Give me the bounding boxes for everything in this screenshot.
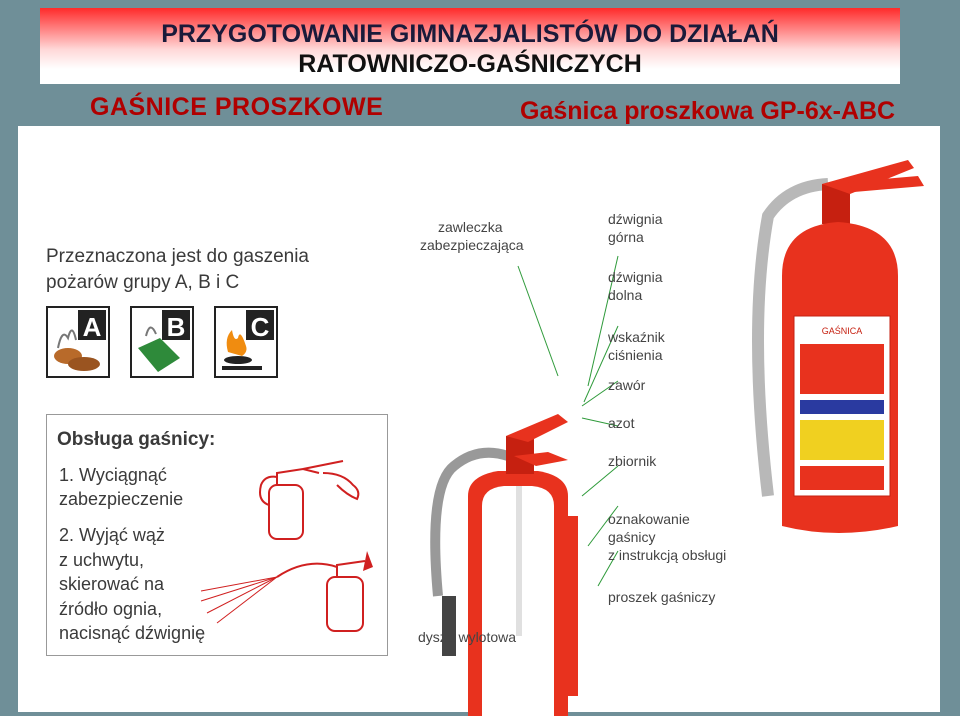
- fire-class-c-icon: [214, 306, 278, 378]
- step1-line-1: 1. Wyciągnąć: [59, 465, 167, 485]
- purpose-line-2: pożarów grupy A, B i C: [46, 272, 240, 293]
- step2-line-3: skierować na: [59, 574, 165, 594]
- label-oznakowanie-line-2: gaśnicy: [608, 529, 656, 545]
- step2-line-1: 2. Wyjąć wąż: [59, 525, 165, 545]
- extinguisher-label-text: GAŚNICA: [821, 326, 863, 336]
- spray-illustration-icon: [197, 547, 387, 637]
- label-zbiornik: zbiornik: [608, 453, 657, 469]
- label-dzwignia-gorna-line-1: dźwignia: [608, 211, 663, 227]
- purpose-text: [46, 244, 309, 296]
- section-heading-left: GAŚNICE PROSZKOWE: [90, 93, 384, 121]
- fire-class-b-icon: [130, 306, 194, 378]
- label-oznakowanie-line-1: oznakowanie: [608, 511, 690, 527]
- fire-class-c-letter: C: [250, 312, 270, 342]
- label-dysza: dysza wylotowa: [418, 629, 517, 645]
- label-zawleczka-line-2: zabezpieczająca: [420, 237, 524, 253]
- step2-line-5: nacisnąć dźwignię: [59, 623, 206, 643]
- label-wskaznik-line-1: wskaźnik: [608, 329, 665, 345]
- section-heading-right: Gaśnica proszkowa GP-6x-ABC: [520, 97, 896, 125]
- step1-line-2: zabezpieczenie: [59, 489, 184, 509]
- instruction-step-1: [59, 463, 183, 511]
- title-banner: [40, 8, 900, 84]
- title-line-2: RATOWNICZO-GAŚNICZYCH: [298, 50, 642, 78]
- step2-line-4: źródło ognia,: [59, 598, 163, 619]
- label-dzwignia-dolna-line-1: dźwignia: [608, 269, 663, 285]
- label-dzwignia-gorna: [608, 210, 662, 246]
- label-azot: azot: [608, 415, 635, 431]
- label-dzwignia-gorna-line-2: górna: [608, 229, 644, 245]
- content-panel: [18, 126, 940, 712]
- label-oznakowanie: [608, 510, 726, 564]
- label-proszek: proszek gaśniczy: [608, 589, 716, 605]
- fire-class-a-icon: [46, 306, 110, 378]
- pull-pin-illustration-icon: [257, 455, 377, 545]
- label-zawleczka: [438, 218, 503, 236]
- label-dzwignia-dolna: [608, 268, 662, 304]
- instruction-box: [46, 414, 388, 656]
- label-dzwignia-dolna-line-2: dolna: [608, 287, 643, 303]
- step2-line-2: z uchwytu,: [59, 549, 145, 570]
- fire-class-a-letter: A: [82, 312, 102, 342]
- instruction-step-2: [59, 523, 205, 646]
- label-wskaznik: [608, 328, 665, 364]
- fire-class-b-letter: B: [166, 312, 186, 342]
- instruction-title: Obsługa gaśnicy:: [57, 429, 216, 450]
- label-zawor: zawór: [608, 377, 646, 393]
- label-zawleczka-line-1: zawleczka: [438, 219, 503, 235]
- label-zabezpieczajaca: [420, 236, 524, 254]
- label-wskaznik-line-2: ciśnienia: [608, 347, 663, 363]
- title-line-1: PRZYGOTOWANIE GIMNAZJALISTÓW DO DZIAŁAŃ: [161, 20, 779, 48]
- purpose-line-1: Przeznaczona jest do gaszenia: [46, 246, 309, 267]
- extinguisher-photo-illustration: [738, 126, 938, 546]
- label-oznakowanie-line-3: z instrukcją obsługi: [608, 547, 727, 563]
